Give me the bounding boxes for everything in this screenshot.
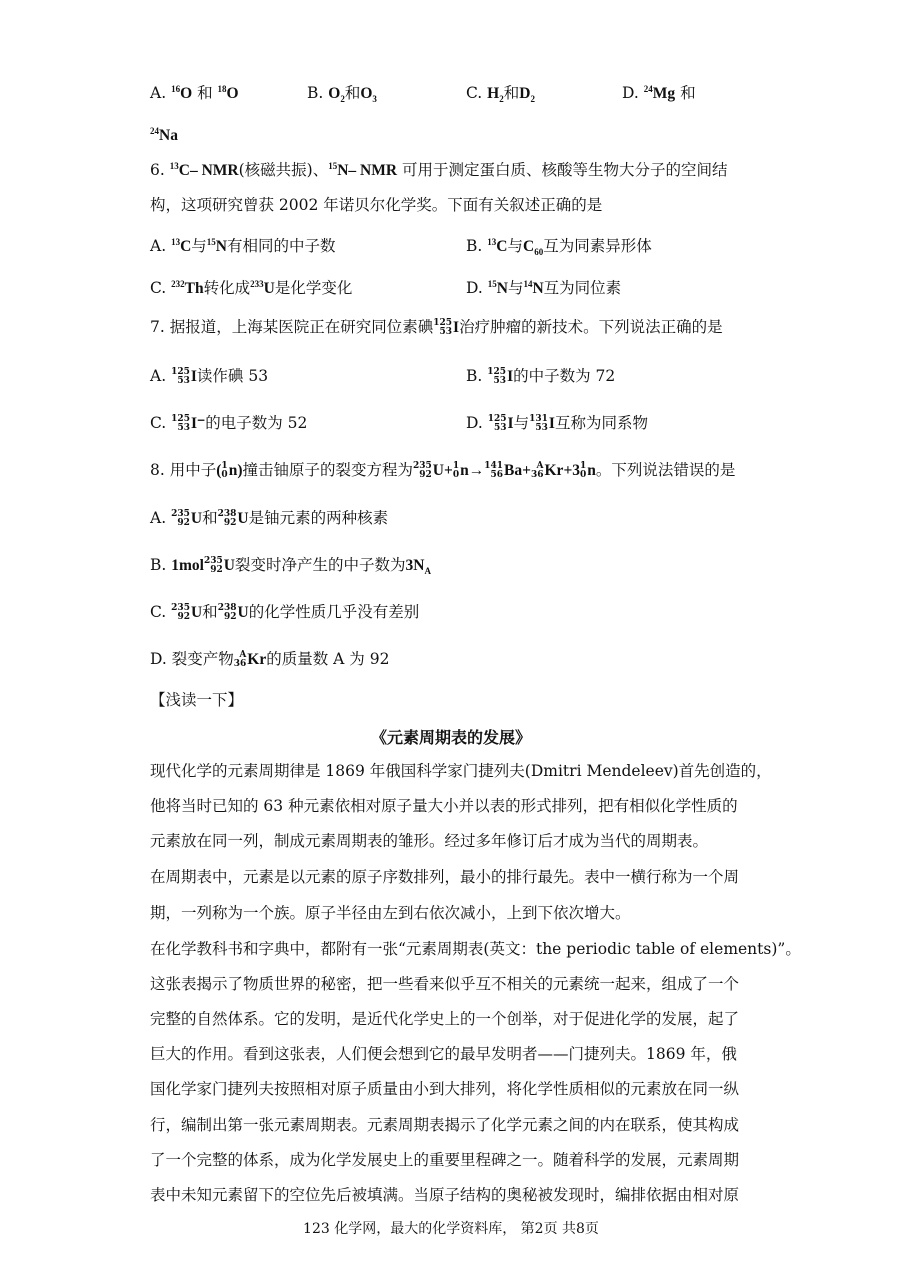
reading-line: 国化学家门捷列夫按照相对原子质量由小到大排列，将化学性质相似的元素放在同一纵 [150,1080,740,1098]
q6-option-d: D. $^{15}$N与$^{14}$N互为同位素 [466,278,622,297]
reading-line: 表中未知元素留下的空位先后被填满。当原子结构的奥秘被发现时，编排依据由相对原 [150,1186,740,1204]
q5-option-d: D. $^{24}$Mg 和 [622,83,696,102]
q5-option-c: C. $H_2$和$D_2$ [466,84,535,105]
reading-line: 他将当时已知的 63 种元素依相对原子量大小并以表的形式排列，把有相似化学性质的 [150,797,738,815]
q6-stem-line2: 构，这项研究曾获 2002 年诺贝尔化学奖。下面有关叙述正确的是 [150,196,603,214]
reading-line: 行，编制出第一张元素周期表。元素周期表揭示了化学元素之间的内在联系，使其构成 [150,1116,740,1134]
page-footer: 123 化学网，最大的化学资料库， 第2页 共8页 [303,1221,599,1237]
reading-line: 巨大的作用。看到这张表，人们便会想到它的最早发明者——门捷列夫。1869 年，俄 [150,1045,737,1063]
reading-line: 完整的自然体系。它的发明，是近代化学史上的一个创举，对于促进化学的发展，起了 [150,1010,740,1028]
reading-heading: 【浅读一下】 [150,691,244,709]
q6-option-c: C. $^{232}$Th转化成$^{233}$U是化学变化 [150,278,353,297]
reading-title: 《元素周期表的发展》 [370,728,531,747]
q8-option-a: A. 235 92 U和 238 92 U是铀元素的两种核素 [150,509,389,528]
q7-stem: 7. 据报道，上海某医院正在研究同位素碘 125 53 I治疗肿瘤的新技术。下列说法正确的是 [150,318,723,337]
q8-option-b: B. 1mol 235 92 U裂变时净产生的中子数为$3N_A$ [150,556,431,577]
q8-option-c: C. 235 92 U和 238 92 U的化学性质几乎没有差别 [150,603,420,622]
reading-line: 在周期表中，元素是以元素的原子序数排列，最小的排行最先。表中一横行称为一个周 [150,868,740,886]
q7-option-c: C. 125 53 I⁻的电子数为 52 [150,414,308,433]
reading-line: 现代化学的元素周期律是 1869 年俄国科学家门捷列夫(Dmitri Mendeleev)首先创造的， [150,762,772,780]
reading-line: 期，一列称为一个族。原子半径由左到右依次减小，上到下依次增大。 [150,904,631,922]
reading-line: 这张表揭示了物质世界的秘密，把一些看来似乎互不相关的元素统一起来，组成了一个 [150,975,740,993]
q8-option-d: D. 裂变产物 A 36 Kr的质量数 A 为 92 [150,650,390,669]
q7-option-d: D. 125 53 I与 131 53 I互称为同系物 [466,414,648,433]
q8-stem: 8. 用中子( 1 0 n)撞击铀原子的裂变方程为 235 92 U+ 1 0 n→ 141 56 Ba+ A 36 Kr+3 1 0 n。下列说法错误的是 [150,461,736,480]
q5-option-a: A. $^{16}$O 和 $^{18}$O [150,83,239,102]
q6-option-a: A. $^{13}$C与$^{15}$N有相同的中子数 [150,236,336,255]
q5-option-d-continued: $^{24}$Na [150,125,178,144]
reading-line: 在化学教科书和字典中，都附有一张“元素周期表(英文：the periodic table of elements)”。 [150,940,801,958]
q7-option-b: B. 125 53 I的中子数为 72 [466,367,616,386]
q6-option-b: B. $^{13}$C与$C_{60}$互为同素异形体 [466,236,652,258]
reading-line: 元素放在同一列，制成元素周期表的雏形。经过多年修订后才成为当代的周期表。 [150,832,709,850]
q5-option-b: B. $O_2$和$O_3$ [307,84,377,105]
q7-option-a: A. 125 53 I读作碘 53 [150,367,269,386]
q6-stem-line1: 6. $^{13}$C– NMR(核磁共振)、$^{15}$N– NMR 可用于测定蛋白质、核酸等生物大分子的空间结 [150,160,728,179]
reading-line: 了一个完整的体系，成为化学发展史上的重要里程碑之一。随着科学的发展，元素周期 [150,1151,740,1169]
